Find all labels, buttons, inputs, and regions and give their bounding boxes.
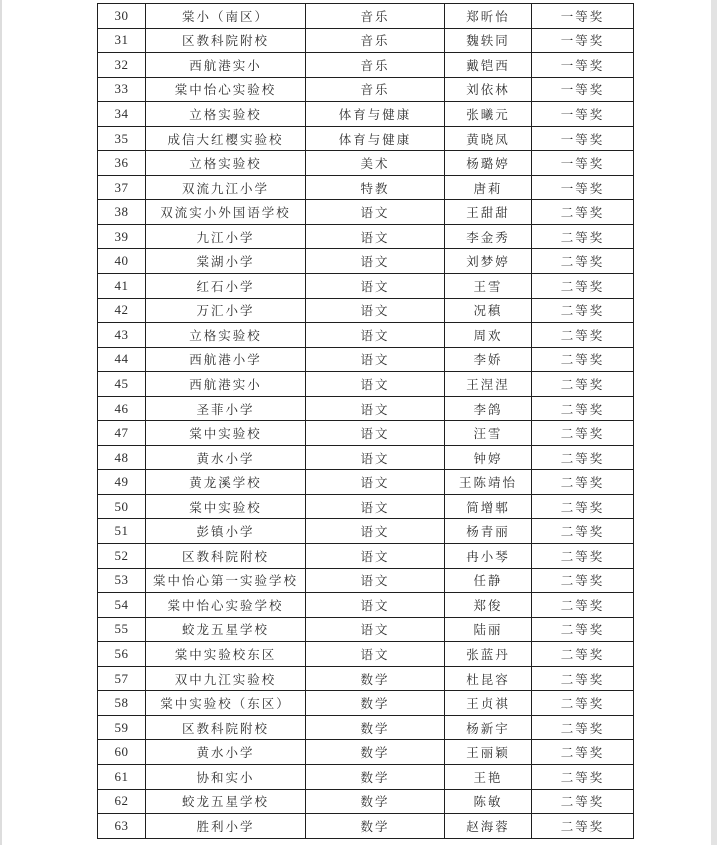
cell-number: 33: [98, 77, 146, 102]
table-row: [98, 4, 634, 29]
cell-number: 42: [98, 298, 146, 323]
cell-name: 李娇: [445, 347, 532, 372]
cell-name: 王艳: [445, 764, 532, 789]
cell-school: 棠中实验校东区: [146, 642, 306, 667]
cell-name: 赵海蓉: [445, 814, 532, 839]
table-row: [98, 102, 634, 127]
cell-name: 王贞祺: [445, 691, 532, 716]
cell-name: 简增郫: [445, 494, 532, 519]
cell-award: 一等奖: [532, 151, 634, 176]
cell-number: 38: [98, 200, 146, 225]
cell-name: 王甜甜: [445, 200, 532, 225]
cell-subject: 语文: [306, 593, 445, 618]
cell-name: 陆丽: [445, 617, 532, 642]
cell-number: 30: [98, 4, 146, 29]
cell-award: 二等奖: [532, 249, 634, 274]
cell-number: 59: [98, 715, 146, 740]
cell-subject: 音乐: [306, 53, 445, 78]
cell-name: 王雪: [445, 274, 532, 299]
cell-number: 56: [98, 642, 146, 667]
cell-school: 双流九江小学: [146, 175, 306, 200]
cell-subject: 音乐: [306, 4, 445, 29]
cell-award: 二等奖: [532, 789, 634, 814]
cell-name: 王陈靖怡: [445, 470, 532, 495]
cell-subject: 语文: [306, 568, 445, 593]
cell-name: 张蓝丹: [445, 642, 532, 667]
cell-award: 二等奖: [532, 519, 634, 544]
cell-number: 49: [98, 470, 146, 495]
cell-school: 西航港实小: [146, 372, 306, 397]
cell-name: 汪雪: [445, 421, 532, 446]
cell-number: 35: [98, 126, 146, 151]
cell-award: 二等奖: [532, 666, 634, 691]
table-row: [98, 666, 634, 691]
cell-number: 62: [98, 789, 146, 814]
cell-name: 王涅涅: [445, 372, 532, 397]
cell-award: 一等奖: [532, 77, 634, 102]
cell-award: 二等奖: [532, 715, 634, 740]
table-row: [98, 298, 634, 323]
cell-name: 张曦元: [445, 102, 532, 127]
cell-number: 52: [98, 544, 146, 569]
cell-school: 区教科院附校: [146, 544, 306, 569]
cell-number: 55: [98, 617, 146, 642]
cell-name: 杨新宇: [445, 715, 532, 740]
table-row: [98, 544, 634, 569]
cell-school: 黄龙溪学校: [146, 470, 306, 495]
cell-school: 成信大红樱实验校: [146, 126, 306, 151]
cell-award: 一等奖: [532, 175, 634, 200]
cell-school: 黄水小学: [146, 740, 306, 765]
cell-name: 魏轶同: [445, 28, 532, 53]
cell-school: 立格实验校: [146, 151, 306, 176]
cell-number: 41: [98, 274, 146, 299]
cell-name: 唐莉: [445, 175, 532, 200]
cell-school: 胜利小学: [146, 814, 306, 839]
cell-subject: 数学: [306, 715, 445, 740]
cell-subject: 语文: [306, 298, 445, 323]
cell-school: 双流实小外国语学校: [146, 200, 306, 225]
table-row: [98, 323, 634, 348]
cell-number: 48: [98, 445, 146, 470]
cell-award: 一等奖: [532, 102, 634, 127]
cell-award: 二等奖: [532, 593, 634, 618]
cell-name: 黄晓凤: [445, 126, 532, 151]
cell-subject: 语文: [306, 470, 445, 495]
table-row: [98, 372, 634, 397]
table-row: [98, 347, 634, 372]
table-row: [98, 519, 634, 544]
cell-subject: 数学: [306, 691, 445, 716]
cell-number: 36: [98, 151, 146, 176]
cell-subject: 语文: [306, 642, 445, 667]
cell-name: 钟婷: [445, 445, 532, 470]
cell-subject: 语文: [306, 200, 445, 225]
table-row: [98, 200, 634, 225]
cell-subject: 体育与健康: [306, 102, 445, 127]
cell-school: 立格实验校: [146, 102, 306, 127]
table-row: [98, 126, 634, 151]
cell-name: 刘梦婷: [445, 249, 532, 274]
cell-school: 棠中实验校: [146, 494, 306, 519]
cell-school: 棠中实验校: [146, 421, 306, 446]
cell-award: 二等奖: [532, 323, 634, 348]
cell-award: 一等奖: [532, 126, 634, 151]
cell-number: 63: [98, 814, 146, 839]
cell-number: 50: [98, 494, 146, 519]
cell-number: 34: [98, 102, 146, 127]
cell-award: 二等奖: [532, 445, 634, 470]
cell-award: 一等奖: [532, 4, 634, 29]
cell-subject: 语文: [306, 224, 445, 249]
cell-school: 彭镇小学: [146, 519, 306, 544]
cell-award: 二等奖: [532, 642, 634, 667]
cell-award: 一等奖: [532, 53, 634, 78]
cell-number: 58: [98, 691, 146, 716]
cell-award: 二等奖: [532, 396, 634, 421]
cell-number: 60: [98, 740, 146, 765]
cell-school: 棠中实验校（东区）: [146, 691, 306, 716]
cell-school: 黄水小学: [146, 445, 306, 470]
cell-school: 协和实小: [146, 764, 306, 789]
cell-number: 31: [98, 28, 146, 53]
cell-name: 杨青丽: [445, 519, 532, 544]
cell-subject: 音乐: [306, 28, 445, 53]
cell-school: 区教科院附校: [146, 715, 306, 740]
cell-school: 圣菲小学: [146, 396, 306, 421]
cell-school: 西航港实小: [146, 53, 306, 78]
cell-award: 一等奖: [532, 28, 634, 53]
cell-award: 二等奖: [532, 200, 634, 225]
cell-number: 43: [98, 323, 146, 348]
cell-name: 任静: [445, 568, 532, 593]
cell-award: 二等奖: [532, 372, 634, 397]
cell-name: 况稹: [445, 298, 532, 323]
table-row: [98, 421, 634, 446]
cell-number: 32: [98, 53, 146, 78]
cell-number: 61: [98, 764, 146, 789]
cell-name: 刘依林: [445, 77, 532, 102]
cell-award: 二等奖: [532, 764, 634, 789]
cell-subject: 语文: [306, 249, 445, 274]
table-row: [98, 28, 634, 53]
cell-subject: 语文: [306, 494, 445, 519]
cell-award: 二等奖: [532, 617, 634, 642]
cell-number: 45: [98, 372, 146, 397]
table-row: [98, 568, 634, 593]
table-row: [98, 151, 634, 176]
cell-number: 39: [98, 224, 146, 249]
table-row: [98, 53, 634, 78]
cell-school: 红石小学: [146, 274, 306, 299]
table-row: [98, 642, 634, 667]
cell-number: 51: [98, 519, 146, 544]
table-row: [98, 764, 634, 789]
cell-award: 二等奖: [532, 470, 634, 495]
cell-number: 46: [98, 396, 146, 421]
cell-school: 区教科院附校: [146, 28, 306, 53]
cell-school: 立格实验校: [146, 323, 306, 348]
cell-award: 二等奖: [532, 691, 634, 716]
cell-subject: 特教: [306, 175, 445, 200]
cell-number: 40: [98, 249, 146, 274]
cell-subject: 语文: [306, 372, 445, 397]
cell-number: 53: [98, 568, 146, 593]
table-row: [98, 715, 634, 740]
cell-name: 戴铠西: [445, 53, 532, 78]
cell-name: 郑俊: [445, 593, 532, 618]
cell-award: 二等奖: [532, 274, 634, 299]
cell-subject: 语文: [306, 421, 445, 446]
cell-number: 54: [98, 593, 146, 618]
table-row: [98, 77, 634, 102]
cell-school: 棠中怡心第一实验学校: [146, 568, 306, 593]
table-row: [98, 789, 634, 814]
award-table-body: [98, 4, 634, 839]
cell-name: 杨璐婷: [445, 151, 532, 176]
table-row: [98, 691, 634, 716]
cell-subject: 数学: [306, 814, 445, 839]
cell-subject: 数学: [306, 666, 445, 691]
cell-subject: 语文: [306, 445, 445, 470]
cell-school: 蛟龙五星学校: [146, 617, 306, 642]
cell-subject: 语文: [306, 347, 445, 372]
cell-number: 37: [98, 175, 146, 200]
cell-school: 双中九江实验校: [146, 666, 306, 691]
cell-award: 二等奖: [532, 421, 634, 446]
table-row: [98, 593, 634, 618]
cell-number: 44: [98, 347, 146, 372]
cell-school: 棠湖小学: [146, 249, 306, 274]
cell-subject: 语文: [306, 323, 445, 348]
table-row: [98, 445, 634, 470]
cell-subject: 数学: [306, 789, 445, 814]
table-row: [98, 396, 634, 421]
cell-subject: 体育与健康: [306, 126, 445, 151]
cell-subject: 美术: [306, 151, 445, 176]
cell-award: 二等奖: [532, 298, 634, 323]
cell-subject: 数学: [306, 764, 445, 789]
cell-award: 二等奖: [532, 740, 634, 765]
table-row: [98, 175, 634, 200]
cell-number: 47: [98, 421, 146, 446]
cell-name: 王丽颖: [445, 740, 532, 765]
cell-award: 二等奖: [532, 347, 634, 372]
cell-subject: 音乐: [306, 77, 445, 102]
cell-name: 李鸽: [445, 396, 532, 421]
cell-award: 二等奖: [532, 224, 634, 249]
table-row: [98, 274, 634, 299]
cell-subject: 语文: [306, 617, 445, 642]
cell-name: 李金秀: [445, 224, 532, 249]
table-row: [98, 740, 634, 765]
cell-subject: 语文: [306, 544, 445, 569]
cell-award: 二等奖: [532, 568, 634, 593]
cell-award: 二等奖: [532, 494, 634, 519]
table-row: [98, 224, 634, 249]
cell-school: 棠中怡心实验校: [146, 77, 306, 102]
cell-name: 陈敏: [445, 789, 532, 814]
table-row: [98, 494, 634, 519]
cell-school: 棠小（南区）: [146, 4, 306, 29]
award-results-table: [97, 3, 634, 839]
cell-award: 二等奖: [532, 814, 634, 839]
cell-name: 杜昆容: [445, 666, 532, 691]
page-right-edge: [711, 0, 717, 845]
table-row: [98, 249, 634, 274]
cell-name: 周欢: [445, 323, 532, 348]
cell-subject: 数学: [306, 740, 445, 765]
cell-school: 棠中怡心实验学校: [146, 593, 306, 618]
cell-school: 万汇小学: [146, 298, 306, 323]
cell-subject: 语文: [306, 274, 445, 299]
cell-number: 57: [98, 666, 146, 691]
cell-school: 西航港小学: [146, 347, 306, 372]
cell-subject: 语文: [306, 396, 445, 421]
cell-award: 二等奖: [532, 544, 634, 569]
cell-school: 九江小学: [146, 224, 306, 249]
cell-school: 蛟龙五星学校: [146, 789, 306, 814]
page-left-edge: [0, 0, 2, 845]
cell-name: 冉小琴: [445, 544, 532, 569]
cell-name: 郑昕怡: [445, 4, 532, 29]
table-row: [98, 617, 634, 642]
table-row: [98, 470, 634, 495]
cell-subject: 语文: [306, 519, 445, 544]
table-row: [98, 814, 634, 839]
